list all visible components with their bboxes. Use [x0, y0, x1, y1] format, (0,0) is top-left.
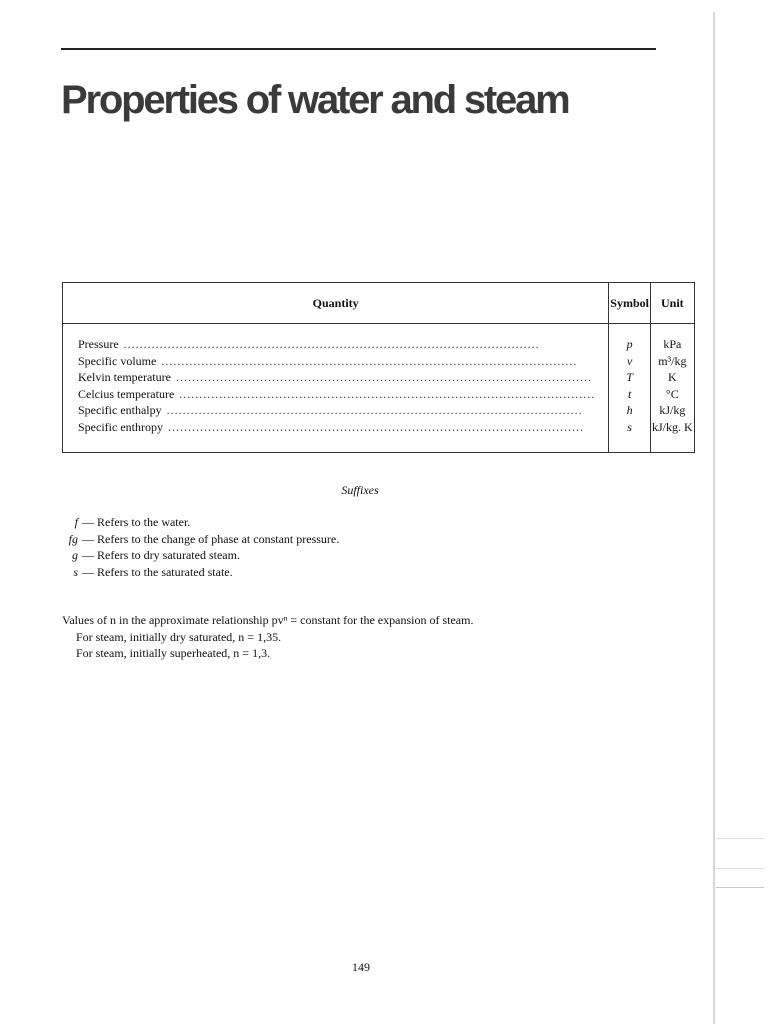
n-values-intro: Values of n in the approximate relationship pvⁿ = constant for the expansion of steam.: [62, 613, 474, 627]
dot-leader: ........................................................................................................: [161, 353, 578, 368]
suffix-text: — Refers to the water.: [82, 515, 191, 529]
table-row: [78, 353, 607, 370]
table-header-row: [63, 283, 695, 324]
symbol-cell: t: [627, 386, 632, 401]
suffix-text: — Refers to dry saturated steam.: [82, 548, 240, 562]
table-row: [78, 386, 607, 403]
suffixes-heading: Suffixes: [341, 483, 379, 497]
symbol-cell: T: [626, 370, 633, 384]
page-title: Properties of water and steam: [61, 78, 569, 122]
symbol-cell: s: [627, 419, 632, 434]
header-rule: [61, 48, 656, 50]
edge-tick-mark: [716, 887, 764, 888]
edge-tick-mark: [716, 838, 764, 839]
symbol-cell: h: [626, 403, 633, 417]
quantity-cell: Specific enthalpy: [78, 403, 162, 417]
symbol-cell: p: [626, 337, 633, 351]
quantity-cell: Celcius temperature: [78, 386, 175, 401]
unit-cell: °C: [665, 386, 679, 401]
page-edge-divider: [713, 12, 715, 1024]
table-row: [78, 419, 607, 436]
n-value-dry-saturated: For steam, initially dry saturated, n = 1,35.: [76, 629, 282, 644]
suffix-key: s: [73, 564, 78, 579]
table-row: [78, 336, 607, 353]
suffixes-list: [58, 514, 339, 580]
table-row: [78, 369, 607, 386]
quantity-cell: Pressure: [78, 337, 119, 351]
properties-table: [62, 282, 695, 453]
n-value-superheated: For steam, initially superheated, n = 1,3.: [76, 646, 271, 660]
unit-header: Unit: [650, 283, 694, 324]
n-values-paragraph: [62, 612, 473, 662]
suffix-key: f: [74, 515, 78, 529]
list-item: [58, 547, 339, 564]
quantity-header: Quantity: [63, 283, 609, 324]
unit-cell: m³/kg: [658, 353, 687, 368]
suffix-text: — Refers to the saturated state.: [82, 564, 233, 579]
table-body-row: [63, 324, 695, 453]
table-row: [78, 402, 607, 419]
dot-leader: ........................................................................................................: [175, 370, 592, 384]
dot-leader: ........................................................................................................: [167, 419, 584, 434]
page-number: 149: [352, 960, 370, 974]
quantity-column: [63, 324, 609, 453]
unit-column: [650, 324, 694, 453]
suffix-text: — Refers to the change of phase at constant pressure.: [82, 531, 340, 546]
suffix-key: g: [72, 548, 78, 562]
quantity-cell: Kelvin temperature: [78, 370, 171, 384]
edge-tick-mark: [716, 868, 764, 869]
dot-leader: ........................................................................................................: [179, 386, 596, 401]
unit-cell: kJ/kg. K: [651, 419, 693, 434]
quantity-cell: Specific volume: [78, 353, 157, 368]
symbol-column: [609, 324, 651, 453]
unit-cell: kPa: [663, 337, 682, 351]
dot-leader: ........................................................................................................: [123, 337, 540, 351]
quantity-cell: Specific enthropy: [78, 419, 163, 434]
suffix-key: fg: [68, 531, 78, 546]
list-item: [58, 514, 339, 531]
unit-cell: K: [667, 370, 677, 384]
list-item: [58, 531, 339, 548]
symbol-cell: v: [626, 353, 633, 368]
dot-leader: ........................................................................................................: [166, 403, 583, 417]
unit-cell: kJ/kg: [659, 403, 686, 417]
list-item: [58, 564, 339, 581]
symbol-header: Symbol: [609, 283, 651, 324]
